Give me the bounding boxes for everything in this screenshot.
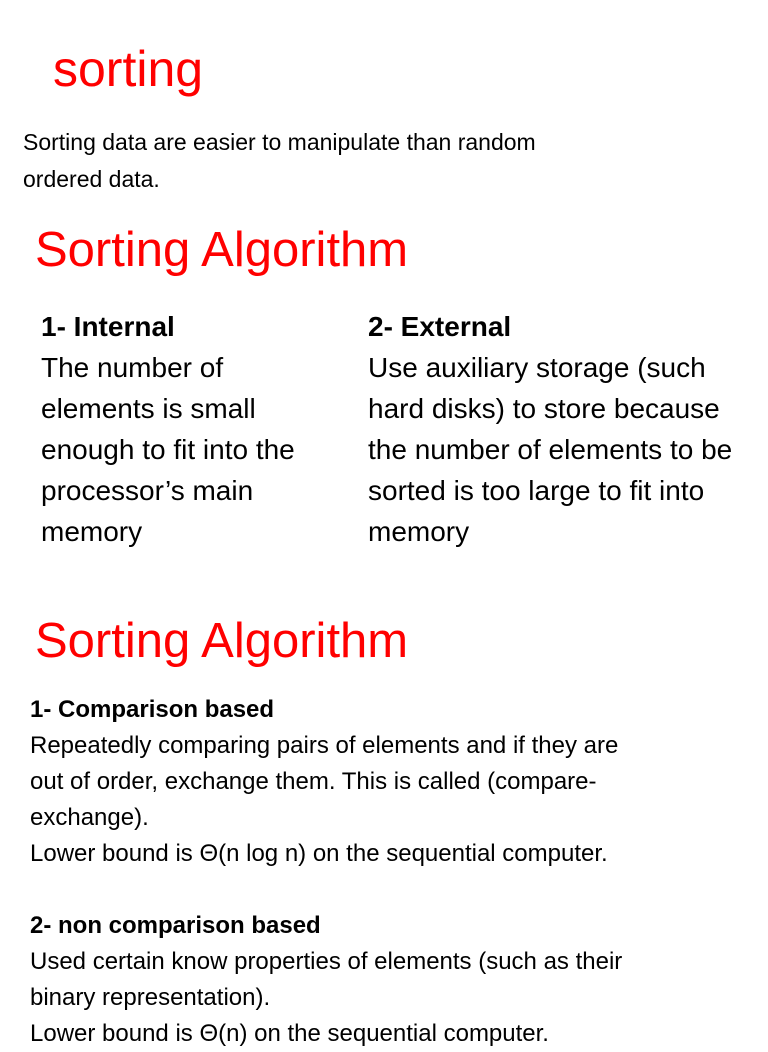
comparison-line: exchange). xyxy=(30,804,149,831)
internal-column xyxy=(41,306,321,552)
section-spacer xyxy=(30,872,760,908)
external-heading: 2- External xyxy=(368,311,512,342)
external-description: Use auxiliary storage (such hard disks) to store because the number of elements to be sorted is too large to fit into memory xyxy=(368,352,733,547)
slide-sorting-intro xyxy=(0,0,768,210)
slide-sorting-algorithm-internal-external xyxy=(0,210,768,590)
internal-heading: 1- Internal xyxy=(41,311,175,342)
comparison-line: Repeatedly comparing pairs of elements and if they are xyxy=(30,732,619,759)
non-comparison-line: Used certain know properties of elements (such as their xyxy=(30,948,623,975)
slide-title: sorting xyxy=(53,41,204,97)
external-column xyxy=(368,306,763,552)
intro-paragraph xyxy=(23,124,536,198)
comparison-line: out of order, exchange them. This is called (compare- xyxy=(30,768,597,795)
comparison-line: Lower bound is Θ(n log n) on the sequential computer. xyxy=(30,840,608,867)
non-comparison-based-heading: 2- non comparison based xyxy=(30,912,321,939)
comparison-based-heading: 1- Comparison based xyxy=(30,696,275,723)
internal-description: The number of elements is small enough to fit into the processor’s main memory xyxy=(41,352,295,547)
slide-title: Sorting Algorithm xyxy=(35,614,409,668)
slide-title: Sorting Algorithm xyxy=(35,223,409,277)
intro-line: Sorting data are easier to manipulate than random xyxy=(23,129,536,155)
slide-sorting-algorithm-comparison xyxy=(0,590,768,1047)
non-comparison-line: binary representation). xyxy=(30,984,271,1011)
intro-line: ordered data. xyxy=(23,166,160,192)
non-comparison-line: Lower bound is Θ(n) on the sequential computer. xyxy=(30,1020,549,1047)
comparison-content xyxy=(30,692,760,1052)
